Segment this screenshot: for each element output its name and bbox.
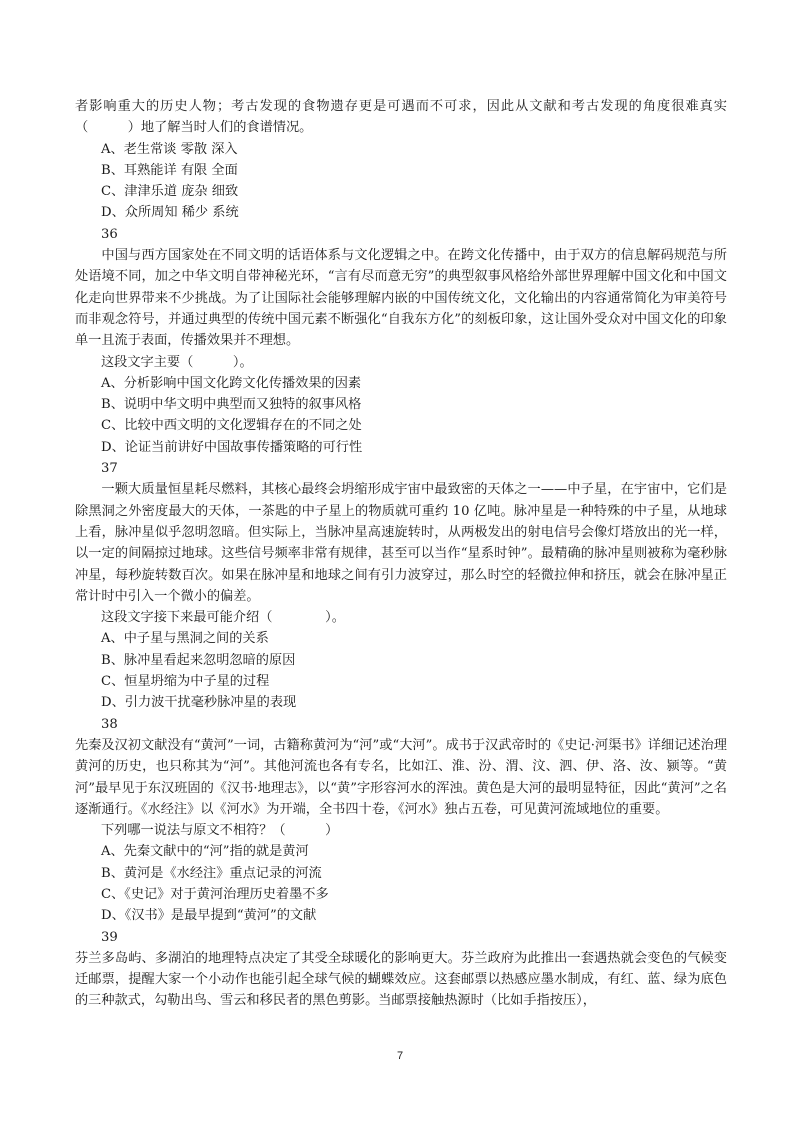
question-number: 39 xyxy=(101,929,118,945)
option-d: D、引力波干扰毫秒脉冲星的表现 xyxy=(101,695,297,711)
question-35-tail: 者影响重大的历史人物；考古发现的食物遗存更是可遇而不可求，因此从文献和考古发现的角度很难真实（ ）地了解当时人们的食谱情况。 xyxy=(75,99,727,136)
question-number: 36 xyxy=(101,226,118,242)
option-c: C、津津乐道 庞杂 细致 xyxy=(101,184,239,200)
question-passage: 先秦及汉初文献没有“黄河”一词，古籍称黄河为“河”或“大河”。成书于汉武帝时的《史记·河渠书》详细记述治理黄河的历史，也只称其为“河”。其他河流也各有专名，比如江、淮、汾、渭、汶、泗、伊、洛、汝、颍等。“黄河”最早见于东汉班固的《汉书·地理志》，以“黄”字形容河水的浑浊。黄色是大河的最明显特征，因此“黄河”之名逐渐通行。《水经注》以《河水》为开端，全书四十卷，《河水》独占五卷，可见黄河流域地位的重要。 xyxy=(75,737,727,817)
option-a: A、分析影响中国文化跨文化传播效果的因素 xyxy=(101,375,362,391)
document-page xyxy=(75,96,727,1012)
question-passage: 中国与西方国家处在不同文明的话语体系与文化逻辑之中。在跨文化传播中，由于双方的信息解码规范与所处语境不同，加之中华文明自带神秘光环，“言有尽而意无穷”的典型叙事风格给外部世界理解中国文化和中国文化走向世界带来不少挑战。为了让国际社会能够理解内嵌的中国传统文化，文化输出的内容通常简化为审美符号而非观念符号，并通过典型的传统中国元素不断强化“自我东方化”的刻板印象，这让国外受众对中国文化的印象单一且流于表面，传播效果并不理想。 xyxy=(75,248,727,349)
option-a: A、中子星与黑洞之间的关系 xyxy=(101,631,269,647)
option-b: B、脉冲星看起来忽明忽暗的原因 xyxy=(101,652,296,668)
question-passage: 一颗大质量恒星耗尽燃料，其核心最终会坍缩形成宇宙中最致密的天体之一——中子星，在宇宙中，它们是除黑洞之外密度最大的天体，一茶匙的中子星上的物质就可重约 10 亿吨。脉冲星是一种特殊的中子星，从地球上看，脉冲星似乎忽明忽暗。但实际上，当脉冲星高速旋转时，从两极发出的射电信号会像灯塔放出的光一样，以一定的间隔掠过地球。这些信号频率非常有规律，甚至可以当作“星系时钟”。最精确的脉冲星则被称为毫秒脉冲星，每秒旋转数百次。如果在脉冲星和地球之间有引力波穿过，那么时空的轻微拉伸和挤压，就会在脉冲星正常计时中引入一个微小的偏差。 xyxy=(75,482,727,604)
option-b: B、说明中华文明中典型而又独特的叙事风格 xyxy=(101,397,362,413)
option-b: B、黄河是《水经注》重点记录的河流 xyxy=(101,865,322,881)
option-d: D、论证当前讲好中国故事传播策略的可行性 xyxy=(101,439,363,455)
option-d: D、《汉书》是最早提到“黄河”的文献 xyxy=(101,908,317,924)
question-passage: 芬兰多岛屿、多湖泊的地理特点决定了其受全球暖化的影响更大。芬兰政府为此推出一套遇热就会变色的气候变迁邮票，提醒大家一个小动作也能引起全球气候的蝴蝶效应。这套邮票以热感应墨水制成，有红、蓝、绿为底色的三种款式，勾勒出鸟、雪云和移民者的黑色剪影。当邮票接触热源时（比如手指按压）， xyxy=(75,950,727,1009)
option-c: C、比较中西文明的文化逻辑存在的不同之处 xyxy=(101,418,362,434)
page-number: 7 xyxy=(396,1050,404,1062)
question-prompt: 这段文字接下来最可能介绍（ ）。 xyxy=(101,610,345,626)
question-prompt: 下列哪一说法与原文不相符？（ ） xyxy=(101,823,339,839)
question-number: 38 xyxy=(101,716,118,732)
option-a: A、先秦文献中的“河”指的就是黄河 xyxy=(101,844,309,860)
option-b: B、耳熟能详 有限 全面 xyxy=(101,162,238,178)
question-prompt: 这段文字主要（ ）。 xyxy=(101,354,253,370)
option-c: C、《史记》对于黄河治理历史着墨不多 xyxy=(101,886,329,902)
option-c: C、恒星坍缩为中子星的过程 xyxy=(101,674,270,690)
option-d: D、众所周知 稀少 系统 xyxy=(101,205,239,221)
option-a: A、老生常谈 零散 深入 xyxy=(101,141,238,157)
question-number: 37 xyxy=(101,461,118,477)
